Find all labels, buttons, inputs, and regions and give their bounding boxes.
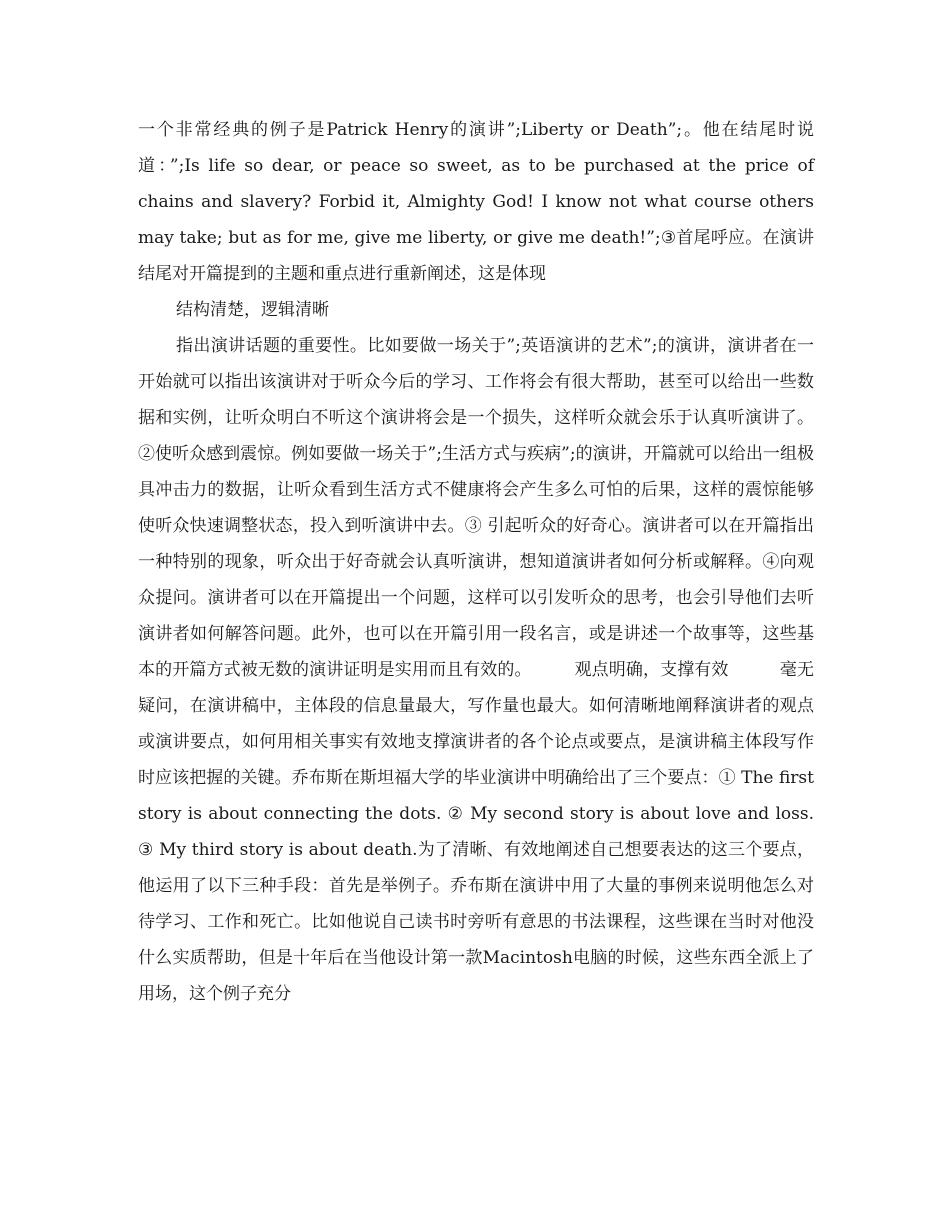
paragraph-opening-methods: 指出演讲话题的重要性。比如要做一场关于”;英语演讲的艺术”;的演讲，演讲者在一开始就可以指出该演讲对于听众今后的学习、工作将会有很大帮助，甚至可以给出一些数据和实例，让听众明白不听这个演讲将会是一个损失，这样听众就会乐于认真听演讲了。②使听众感到震惊。例如要做一场关于”;生活方式与疾病”;的演讲，开篇就可以给出一组极具冲击力的数据，让听众看到生活方式不健康将会产生多么可怕的后果，这样的震惊能够使听众快速调整状态，投入到听演讲中去。③ 引起听众的好奇心。演讲者可以在开篇指出一种特别的现象，听众出于好奇就会认真听演讲，想知道演讲者如何分析或解释。④向观众提问。演讲者可以在开篇提出一个问题，这样可以引发听众的思考，也会引导他们去听演讲者如何解答问题。此外，也可以在开篇引用一段名言，或是讲述一个故事等，这些基本的开篇方式被无数的演讲证明是实用而且有效的。 观点明确，支撑有效 毫无疑问，在演讲稿中，主体段的信息量最大，写作量也最大。如何清晰地阐释演讲者的观点或演讲要点，如何用相关事实有效地支撑演讲者的各个论点或要点，是演讲稿主体段写作时应该把握的关键。乔布斯在斯坦福大学的毕业演讲中明确给出了三个要点：① The first story is about connecting the dots. ② My second story is about love and loss. ③ My third story is about death.为了清晰、有效地阐述自己想要表达的这三个要点，他运用了以下三种手段：首先是举例子。乔布斯在演讲中用了大量的事例来说明他怎么对待学习、工作和死亡。比如他说自己读书时旁听有意思的书法课程，这些课在当时对他没什么实质帮助，但是十年后在当他设计第一款Macintosh电脑的时候，这些东西全派上了用场，这个例子充分 (138, 336, 814, 1004)
paragraph-liberty-or-death: 一个非常经典的例子是Patrick Henry的演讲”;Liberty or Death”;。他在结尾时说道：”;Is life so dear, or peace so sweet, as to be purchased at the price of chains and slavery? Forbid it, Almighty God! I know not what course others may take; but as for me, give me liberty, or give me death!”;③首尾呼应。在演讲结尾对开篇提到的主题和重点进行重新阐述，这是体现 (138, 120, 814, 284)
paragraph-heading-structure: 结构清楚，逻辑清晰 (176, 300, 329, 320)
document-body (138, 112, 814, 1012)
